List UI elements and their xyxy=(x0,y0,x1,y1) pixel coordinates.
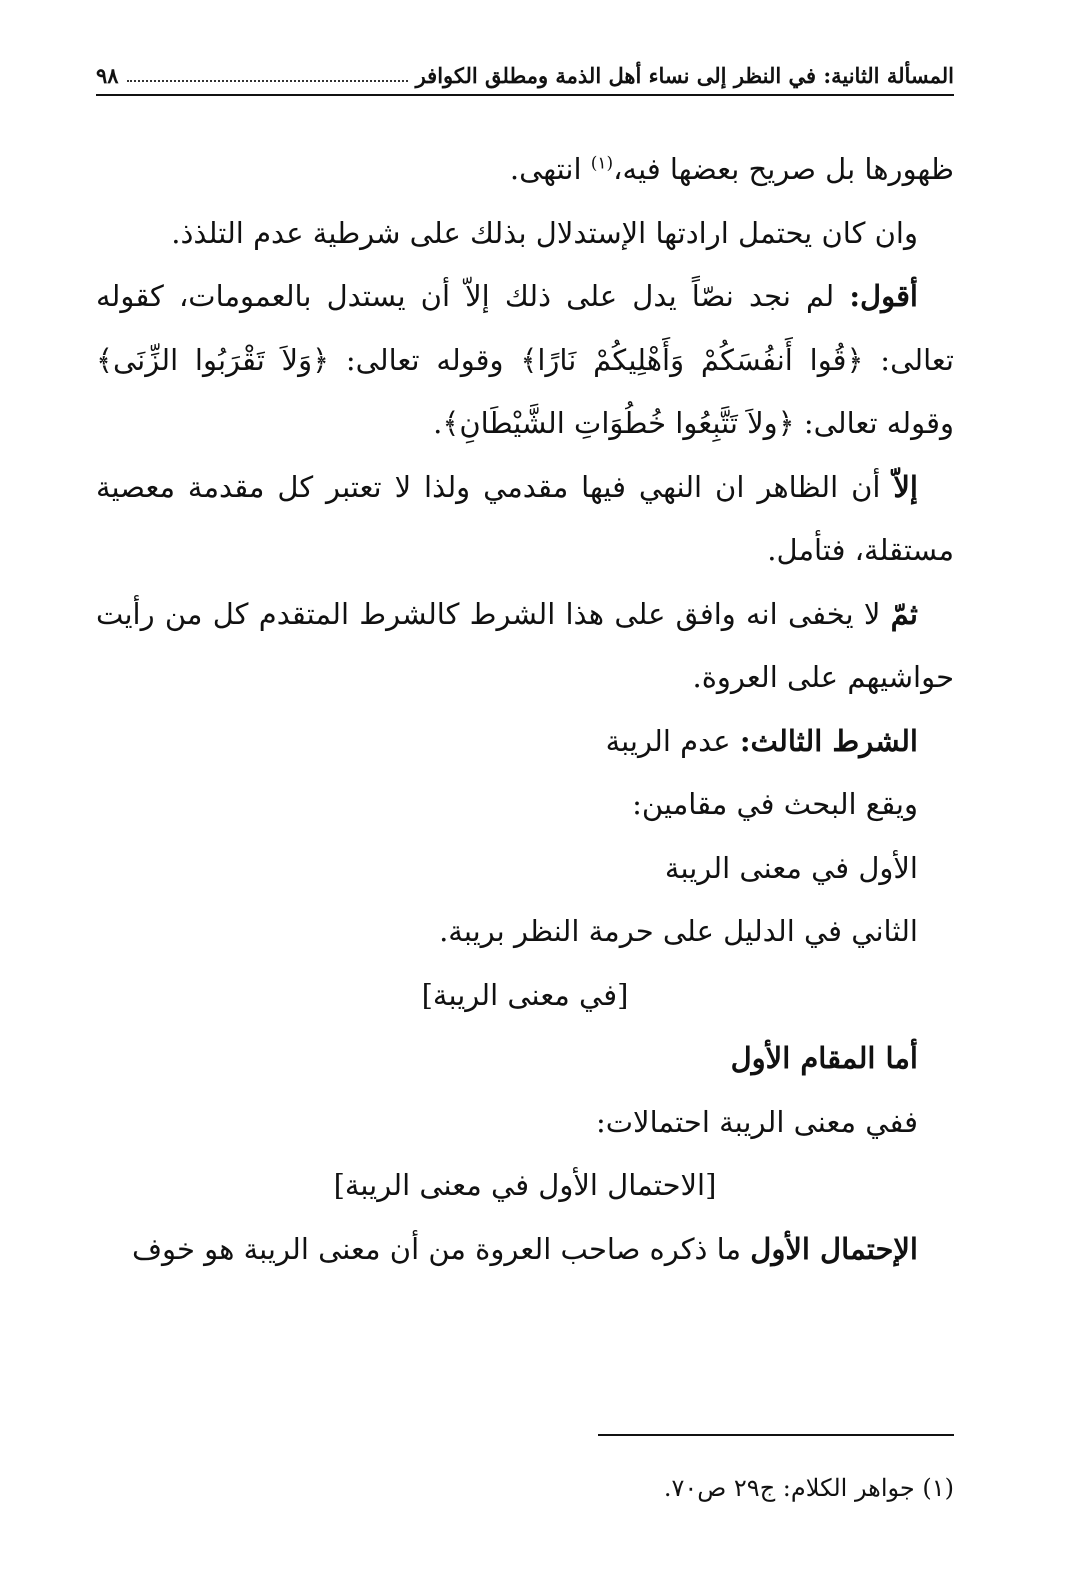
lead-word: الإحتمال الأول xyxy=(750,1231,918,1266)
section-heading: [الاحتمال الأول في معنى الريبة] xyxy=(333,1168,717,1202)
paragraph xyxy=(96,583,954,710)
page-number: ٩٨ xyxy=(96,63,119,88)
paragraph: ويقع البحث في مقامين: xyxy=(632,787,918,821)
paragraph xyxy=(96,1218,954,1282)
footnote: (١) جواهر الكلام: ج٢٩ ص٧٠. xyxy=(663,1474,954,1502)
paragraph-text: أن الظاهر ان النهي فيها مقدمي ولذا لا تعتبر كل مقدمة معصية مستقلة، فتأمل. xyxy=(96,469,954,567)
lead-word: ثمّ xyxy=(890,596,918,631)
paragraph-text: انتهى. xyxy=(509,152,591,186)
heading-text: أما المقام الأول xyxy=(730,1041,918,1075)
footnote-divider xyxy=(598,1434,954,1436)
paragraph xyxy=(96,456,954,583)
paragraph: الأول في معنى الريبة xyxy=(664,850,918,885)
footnote-reference[interactable]: (١) xyxy=(590,153,614,174)
header-leader-dots xyxy=(127,80,408,82)
section-heading: [في معنى الريبة] xyxy=(421,977,629,1012)
paragraph xyxy=(96,265,954,456)
subsection-heading xyxy=(96,1027,954,1091)
lead-word: الشرط الثالث: xyxy=(739,723,918,758)
paragraph: وان كان يحتمل ارادتها الإستدلال بذلك على شرطية عدم التلذذ. xyxy=(171,215,918,250)
paragraph-text: لم نجد نصّاً يدل على ذلك إلاّ أن يستدل بالعمومات، كقوله تعالى: ﴿قُوا أَنفُسَكُمْ وَأَهْلِيكُمْ نَارًا﴾ وقوله تعالى: ﴿وَلاَ تَقْرَبُوا الزِّنَى﴾ وقوله تعالى: ﴿ولاَ تَتَّبِعُوا خُطُوَاتِ الشَّيْطَانِ﴾. xyxy=(96,279,954,440)
lead-word: إلاّ xyxy=(893,469,918,504)
header-title: المسألة الثانية: في النظر إلى نساء أهل الذمة ومطلق الكوافر xyxy=(415,63,954,88)
lead-word: أقول: xyxy=(849,279,918,313)
paragraph: ففي معنى الريبة احتمالات: xyxy=(595,1104,918,1139)
paragraph-text: عدم الريبة xyxy=(605,723,740,758)
paragraph xyxy=(96,138,954,202)
paragraph-text: ظهورها بل صريح بعضها فيه، xyxy=(613,152,954,186)
paragraph-text: ما ذكره صاحب العروة من أن معنى الريبة هو خوف xyxy=(131,1231,751,1266)
section-line xyxy=(96,710,954,774)
paragraph-text: لا يخفى انه وافق على هذا الشرط كالشرط المتقدم كل من رأيت حواشيهم على العروة. xyxy=(96,596,954,694)
page-body xyxy=(96,138,954,1281)
paragraph: الثاني في الدليل على حرمة النظر بريبة. xyxy=(439,914,918,948)
running-header xyxy=(96,52,954,96)
